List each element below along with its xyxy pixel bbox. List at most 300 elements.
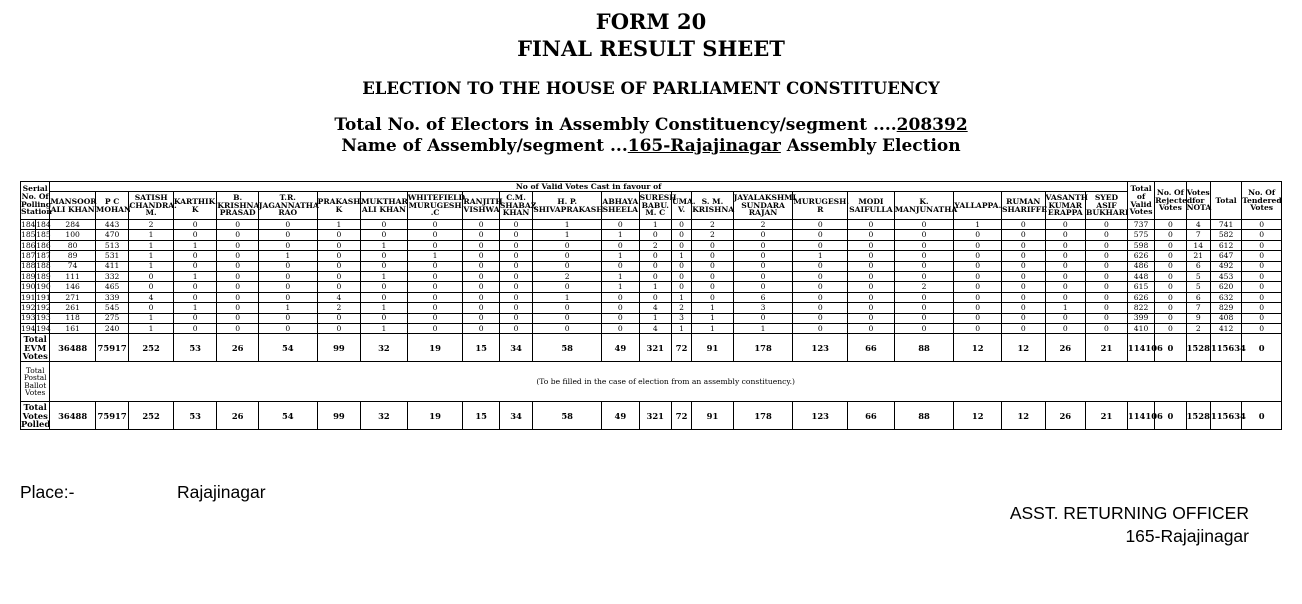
vote-cell: 0 xyxy=(407,271,463,281)
candidate-header: C.M. SHABAZ KHAN xyxy=(499,192,532,220)
candidate-header: H. P. SHIVAPRAKASH xyxy=(533,192,602,220)
vote-cell: 1 xyxy=(602,282,639,292)
tail-cell: 0 xyxy=(1155,251,1186,261)
vote-cell: 411 xyxy=(95,261,128,271)
vote-cell: 1 xyxy=(954,220,1002,230)
total-cell: 321 xyxy=(639,402,671,430)
serial-cell: 191 xyxy=(36,292,51,302)
vote-cell: 1 xyxy=(173,303,217,313)
vote-cell: 0 xyxy=(602,220,639,230)
candidate-header: VASANTH KUMAR ERAPPA xyxy=(1045,192,1086,220)
total-cell: 75917 xyxy=(95,334,128,362)
total-tail-cell: 1528 xyxy=(1186,334,1210,362)
vote-cell: 0 xyxy=(258,271,317,281)
vote-cell: 513 xyxy=(95,240,128,250)
vote-cell: 0 xyxy=(793,230,848,240)
vote-cell: 0 xyxy=(258,282,317,292)
total-cell: 58 xyxy=(533,402,602,430)
serial-cell: 185 xyxy=(21,230,36,240)
vote-cell: 0 xyxy=(954,303,1002,313)
vote-cell: 0 xyxy=(1086,303,1128,313)
candidate-header: PRAKASH. K xyxy=(317,192,361,220)
vote-cell: 0 xyxy=(1002,323,1046,333)
vote-cell: 0 xyxy=(793,240,848,250)
vote-cell: 0 xyxy=(463,323,499,333)
total-cell: 36488 xyxy=(50,334,96,362)
vote-cell: 0 xyxy=(407,220,463,230)
vote-cell: 0 xyxy=(1002,261,1046,271)
vote-cell: 0 xyxy=(1045,261,1086,271)
vote-cell: 0 xyxy=(1086,240,1128,250)
vote-cell: 0 xyxy=(317,261,361,271)
serial-cell: 193 xyxy=(21,313,36,323)
serial-cell: 193 xyxy=(36,313,51,323)
table-row xyxy=(21,230,1282,240)
total-tail-cell: 1528 xyxy=(1186,402,1210,430)
tail-cell: 0 xyxy=(1155,323,1186,333)
total-cell: 49 xyxy=(602,334,639,362)
vote-cell: 0 xyxy=(361,251,408,261)
vote-cell: 0 xyxy=(407,323,463,333)
candidate-header: JAYALAKSHMI SUNDARA RAJAN xyxy=(733,192,793,220)
serial-cell: 191 xyxy=(21,292,36,302)
vote-cell: 2 xyxy=(533,271,602,281)
vote-cell: 0 xyxy=(1002,230,1046,240)
vote-cell: 0 xyxy=(692,261,734,271)
candidate-header: S. M. KRISHNA xyxy=(692,192,734,220)
vote-cell: 0 xyxy=(954,323,1002,333)
vote-cell: 4 xyxy=(129,292,174,302)
tail-cell: 0 xyxy=(1155,313,1186,323)
total-cell: 15 xyxy=(463,334,499,362)
vote-cell: 118 xyxy=(50,313,96,323)
tail-cell: 453 xyxy=(1210,271,1241,281)
tail-cell: 0 xyxy=(1155,292,1186,302)
vote-cell: 1 xyxy=(129,323,174,333)
vote-cell: 0 xyxy=(1002,303,1046,313)
vote-cell: 0 xyxy=(217,261,259,271)
candidate-header: SYED ASIF BUKHARI xyxy=(1086,192,1128,220)
serial-cell: 187 xyxy=(21,251,36,260)
vote-cell: 0 xyxy=(733,271,793,281)
vote-cell: 0 xyxy=(463,303,499,313)
vote-cell: 0 xyxy=(463,230,499,240)
vote-cell: 0 xyxy=(894,303,954,313)
vote-cell: 1 xyxy=(639,282,671,292)
vote-cell: 0 xyxy=(793,292,848,302)
vote-cell: 0 xyxy=(602,292,639,302)
vote-cell: 0 xyxy=(848,251,895,261)
election-title: ELECTION TO THE HOUSE OF PARLIAMENT CONSTITUENCY xyxy=(362,79,940,98)
vote-cell: 1 xyxy=(671,251,691,261)
vote-cell: 1 xyxy=(407,251,463,261)
tail-cell: 21 xyxy=(1186,251,1210,261)
serial-cell: 188 xyxy=(21,261,36,271)
total-cell: 99 xyxy=(317,334,361,362)
vote-cell: 0 xyxy=(793,282,848,292)
tail-cell: 399 xyxy=(1127,313,1154,323)
tail-header: Total of Valid Votes xyxy=(1127,182,1154,220)
tail-cell: 741 xyxy=(1210,220,1241,230)
tail-cell: 0 xyxy=(1242,251,1282,261)
vote-cell: 470 xyxy=(95,230,128,240)
vote-cell: 0 xyxy=(258,313,317,323)
vote-cell: 2 xyxy=(671,303,691,313)
vote-cell: 0 xyxy=(129,303,174,313)
candidate-header: WHITEFIELD MURUGESH .C xyxy=(407,192,463,220)
tail-cell: 5 xyxy=(1186,282,1210,292)
tail-cell: 647 xyxy=(1210,251,1241,261)
table-row xyxy=(21,261,1282,271)
vote-cell: 1 xyxy=(129,240,174,250)
vote-cell: 0 xyxy=(361,292,408,302)
vote-cell: 0 xyxy=(217,230,259,240)
total-cell: 21 xyxy=(1086,334,1128,362)
table-row xyxy=(21,313,1282,323)
vote-cell: 0 xyxy=(692,282,734,292)
candidate-header: MODI SAIFULLA xyxy=(848,192,895,220)
vote-cell: 0 xyxy=(894,292,954,302)
vote-cell: 0 xyxy=(217,251,259,261)
vote-cell: 0 xyxy=(499,271,532,281)
vote-cell: 0 xyxy=(1045,251,1086,261)
vote-cell: 0 xyxy=(499,220,532,230)
tail-cell: 4 xyxy=(1186,220,1210,230)
vote-cell: 80 xyxy=(50,240,96,250)
vote-cell: 0 xyxy=(463,313,499,323)
assembly-suffix: Assembly Election xyxy=(780,136,961,156)
vote-cell: 0 xyxy=(639,271,671,281)
total-cell: 252 xyxy=(129,402,174,430)
total-cell: 21 xyxy=(1086,402,1128,430)
total-cell: 12 xyxy=(954,402,1002,430)
candidate-header: B. KRISHNA PRASAD xyxy=(217,192,259,220)
vote-cell: 0 xyxy=(894,251,954,261)
vote-cell: 89 xyxy=(50,251,96,261)
candidate-header: YALLAPPA. xyxy=(954,192,1002,220)
tail-cell: 829 xyxy=(1210,303,1241,313)
tail-cell: 2 xyxy=(1186,323,1210,333)
vote-cell: 1 xyxy=(317,220,361,230)
total-cell: 75917 xyxy=(95,402,128,430)
vote-cell: 1 xyxy=(1045,303,1086,313)
vote-cell: 0 xyxy=(1086,282,1128,292)
vote-cell: 1 xyxy=(692,313,734,323)
tail-cell: 0 xyxy=(1242,313,1282,323)
serial-cell: 192 xyxy=(36,302,51,312)
vote-cell: 0 xyxy=(1002,292,1046,302)
vote-cell: 240 xyxy=(95,323,128,333)
vote-cell: 0 xyxy=(463,240,499,250)
vote-cell: 0 xyxy=(793,303,848,313)
candidate-header: MUKTHAR ALI KHAN xyxy=(361,192,408,220)
vote-cell: 0 xyxy=(1086,323,1128,333)
vote-cell: 1 xyxy=(258,251,317,261)
sheet-title: FINAL RESULT SHEET xyxy=(517,36,785,61)
vote-cell: 4 xyxy=(639,303,671,313)
vote-cell: 0 xyxy=(317,282,361,292)
tail-cell: 632 xyxy=(1210,292,1241,302)
vote-cell: 0 xyxy=(1002,220,1046,230)
candidate-header: RUMAN SHARIFFE xyxy=(1002,192,1046,220)
total-evm-row xyxy=(21,334,1282,362)
vote-cell: 0 xyxy=(733,282,793,292)
vote-cell: 0 xyxy=(954,251,1002,261)
vote-cell: 1 xyxy=(692,323,734,333)
vote-cell: 0 xyxy=(954,271,1002,281)
total-cell: 32 xyxy=(361,402,408,430)
postal-row xyxy=(21,362,1282,402)
tail-cell: 626 xyxy=(1127,292,1154,302)
candidate-header: P C MOHAN xyxy=(95,192,128,220)
vote-cell: 0 xyxy=(692,251,734,261)
tail-cell: 822 xyxy=(1127,303,1154,313)
tail-cell: 0 xyxy=(1242,261,1282,271)
vote-cell: 0 xyxy=(954,282,1002,292)
total-cell: 26 xyxy=(1045,334,1086,362)
vote-cell: 0 xyxy=(407,240,463,250)
vote-cell: 0 xyxy=(894,220,954,230)
vote-cell: 0 xyxy=(173,261,217,271)
total-tail-cell: 114106 xyxy=(1127,402,1154,430)
tail-cell: 6 xyxy=(1186,292,1210,302)
electors-value: 208392 xyxy=(896,115,968,135)
vote-cell: 339 xyxy=(95,292,128,302)
vote-cell: 0 xyxy=(793,323,848,333)
vote-cell: 0 xyxy=(407,230,463,240)
vote-cell: 0 xyxy=(217,282,259,292)
vote-cell: 0 xyxy=(499,282,532,292)
total-cell: 34 xyxy=(499,334,532,362)
vote-cell: 0 xyxy=(894,271,954,281)
vote-cell: 1 xyxy=(793,251,848,261)
total-evm-row-label: Total EVM Votes xyxy=(21,334,50,362)
vote-cell: 0 xyxy=(1045,313,1086,323)
vote-cell: 0 xyxy=(317,271,361,281)
total-cell: 53 xyxy=(173,334,217,362)
vote-cell: 0 xyxy=(733,261,793,271)
vote-cell: 0 xyxy=(217,313,259,323)
total-cell: 34 xyxy=(499,402,532,430)
tail-cell: 0 xyxy=(1155,240,1186,250)
vote-cell: 0 xyxy=(671,261,691,271)
serial-cell: 184 xyxy=(36,219,51,229)
vote-cell: 1 xyxy=(533,220,602,230)
vote-cell: 0 xyxy=(499,240,532,250)
tail-cell: 0 xyxy=(1242,323,1282,333)
vote-cell: 0 xyxy=(499,303,532,313)
total-tail-cell: 0 xyxy=(1242,402,1282,430)
vote-cell: 0 xyxy=(463,261,499,271)
total-cell: 15 xyxy=(463,402,499,430)
table-row xyxy=(21,271,1282,281)
tail-header: No. Of Tendered Votes xyxy=(1242,182,1282,220)
vote-cell: 275 xyxy=(95,313,128,323)
vote-cell: 0 xyxy=(463,251,499,261)
vote-cell: 0 xyxy=(129,282,174,292)
vote-cell: 0 xyxy=(848,271,895,281)
vote-cell: 0 xyxy=(217,303,259,313)
vote-cell: 0 xyxy=(173,282,217,292)
vote-cell: 0 xyxy=(463,282,499,292)
vote-cell: 0 xyxy=(533,303,602,313)
vote-cell: 0 xyxy=(639,292,671,302)
tail-cell: 598 xyxy=(1127,240,1154,250)
vote-cell: 0 xyxy=(173,313,217,323)
vote-cell: 2 xyxy=(894,282,954,292)
vote-cell: 0 xyxy=(793,220,848,230)
vote-cell: 0 xyxy=(894,323,954,333)
vote-cell: 0 xyxy=(733,240,793,250)
vote-cell: 284 xyxy=(50,220,96,230)
postal-note: (To be filled in the case of election from an assembly constituency.) xyxy=(50,362,1282,402)
vote-cell: 0 xyxy=(129,271,174,281)
vote-cell: 0 xyxy=(848,303,895,313)
total-cell: 26 xyxy=(1045,402,1086,430)
vote-cell: 0 xyxy=(361,282,408,292)
vote-cell: 0 xyxy=(848,230,895,240)
vote-cell: 1 xyxy=(533,230,602,240)
place-value: Rajajinagar xyxy=(177,482,266,502)
vote-cell: 0 xyxy=(173,323,217,333)
vote-cell: 0 xyxy=(692,271,734,281)
vote-cell: 0 xyxy=(499,292,532,302)
vote-cell: 0 xyxy=(407,282,463,292)
electors-line xyxy=(0,115,1302,135)
vote-cell: 0 xyxy=(848,282,895,292)
candidate-header: KARTHIK. K xyxy=(173,192,217,220)
vote-cell: 0 xyxy=(1086,271,1128,281)
vote-cell: 0 xyxy=(317,251,361,261)
vote-cell: 0 xyxy=(533,261,602,271)
vote-cell: 0 xyxy=(671,271,691,281)
vote-cell: 3 xyxy=(733,303,793,313)
total-cell: 252 xyxy=(129,334,174,362)
vote-cell: 0 xyxy=(1045,271,1086,281)
vote-cell: 0 xyxy=(1086,292,1128,302)
vote-cell: 0 xyxy=(407,292,463,302)
result-table xyxy=(20,181,1282,430)
officer-constituency: 165-Rajajinagar xyxy=(1125,526,1249,546)
assembly-line xyxy=(0,136,1302,156)
total-cell: 19 xyxy=(407,402,463,430)
vote-cell: 0 xyxy=(894,240,954,250)
vote-cell: 0 xyxy=(639,230,671,240)
vote-cell: 0 xyxy=(671,220,691,230)
tail-header: Votes for NOTA xyxy=(1186,182,1210,220)
serial-header: Serial No. Of Polling Station xyxy=(21,182,50,220)
serial-cell: 192 xyxy=(21,302,36,312)
total-cell: 26 xyxy=(217,334,259,362)
vote-cell: 0 xyxy=(1086,251,1128,261)
total-tail-cell: 0 xyxy=(1242,334,1282,362)
vote-cell: 0 xyxy=(848,292,895,302)
vote-cell: 0 xyxy=(217,292,259,302)
candidate-header: T.R. JAGANNATHA RAO xyxy=(258,192,317,220)
candidate-header: RANJITH VISHWA xyxy=(463,192,499,220)
vote-cell: 0 xyxy=(317,313,361,323)
serial-cell: 184 xyxy=(21,219,36,229)
vote-cell: 2 xyxy=(692,230,734,240)
vote-cell: 0 xyxy=(793,271,848,281)
vote-cell: 0 xyxy=(692,240,734,250)
vote-cell: 0 xyxy=(499,251,532,261)
total-cell: 19 xyxy=(407,334,463,362)
vote-cell: 0 xyxy=(602,240,639,250)
vote-cell: 2 xyxy=(733,220,793,230)
vote-cell: 0 xyxy=(499,230,532,240)
total-cell: 99 xyxy=(317,402,361,430)
vote-cell: 0 xyxy=(317,230,361,240)
vote-cell: 0 xyxy=(848,313,895,323)
vote-cell: 0 xyxy=(1045,220,1086,230)
vote-cell: 1 xyxy=(129,251,174,261)
total-cell: 72 xyxy=(671,402,691,430)
form-title: FORM 20 xyxy=(595,9,707,34)
electors-prefix: Total No. of Electors in Assembly Constituency/segment .... xyxy=(334,115,897,135)
tail-cell: 492 xyxy=(1210,261,1241,271)
tail-cell: 0 xyxy=(1155,271,1186,281)
vote-cell: 0 xyxy=(407,313,463,323)
vote-cell: 465 xyxy=(95,282,128,292)
serial-cell: 194 xyxy=(36,323,51,333)
vote-cell: 1 xyxy=(602,271,639,281)
tail-cell: 582 xyxy=(1210,230,1241,240)
vote-cell: 0 xyxy=(954,261,1002,271)
tail-cell: 5 xyxy=(1186,271,1210,281)
vote-cell: 146 xyxy=(50,282,96,292)
tail-header: No. Of Rejected Votes xyxy=(1155,182,1186,220)
vote-cell: 0 xyxy=(602,323,639,333)
table-row xyxy=(21,251,1282,261)
vote-cell: 1 xyxy=(129,261,174,271)
vote-cell: 0 xyxy=(258,240,317,250)
vote-cell: 0 xyxy=(692,292,734,302)
tail-cell: 410 xyxy=(1127,323,1154,333)
vote-cell: 1 xyxy=(173,240,217,250)
vote-cell: 0 xyxy=(258,323,317,333)
candidate-header: UMA. V. xyxy=(671,192,691,220)
vote-cell: 0 xyxy=(499,261,532,271)
total-polled-row-label: Total Votes Polled xyxy=(21,401,51,430)
vote-cell: 0 xyxy=(602,303,639,313)
total-cell: 32 xyxy=(361,334,408,362)
vote-cell: 1 xyxy=(602,251,639,261)
vote-cell: 0 xyxy=(1002,282,1046,292)
total-cell: 12 xyxy=(1002,334,1046,362)
vote-cell: 0 xyxy=(1045,240,1086,250)
tail-cell: 0 xyxy=(1155,303,1186,313)
vote-cell: 0 xyxy=(954,230,1002,240)
vote-cell: 0 xyxy=(954,313,1002,323)
vote-cell: 0 xyxy=(258,220,317,230)
vote-cell: 0 xyxy=(733,313,793,323)
vote-cell: 0 xyxy=(1045,323,1086,333)
total-cell: 53 xyxy=(173,402,217,430)
vote-cell: 0 xyxy=(217,323,259,333)
vote-cell: 0 xyxy=(1002,313,1046,323)
total-cell: 178 xyxy=(733,402,793,430)
vote-cell: 1 xyxy=(361,323,408,333)
vote-cell: 0 xyxy=(463,271,499,281)
vote-cell: 1 xyxy=(258,303,317,313)
total-tail-cell: 115634 xyxy=(1210,334,1241,362)
vote-cell: 0 xyxy=(1002,271,1046,281)
vote-cell: 0 xyxy=(894,313,954,323)
vote-cell: 0 xyxy=(894,230,954,240)
vote-cell: 0 xyxy=(848,323,895,333)
total-cell: 72 xyxy=(671,334,691,362)
